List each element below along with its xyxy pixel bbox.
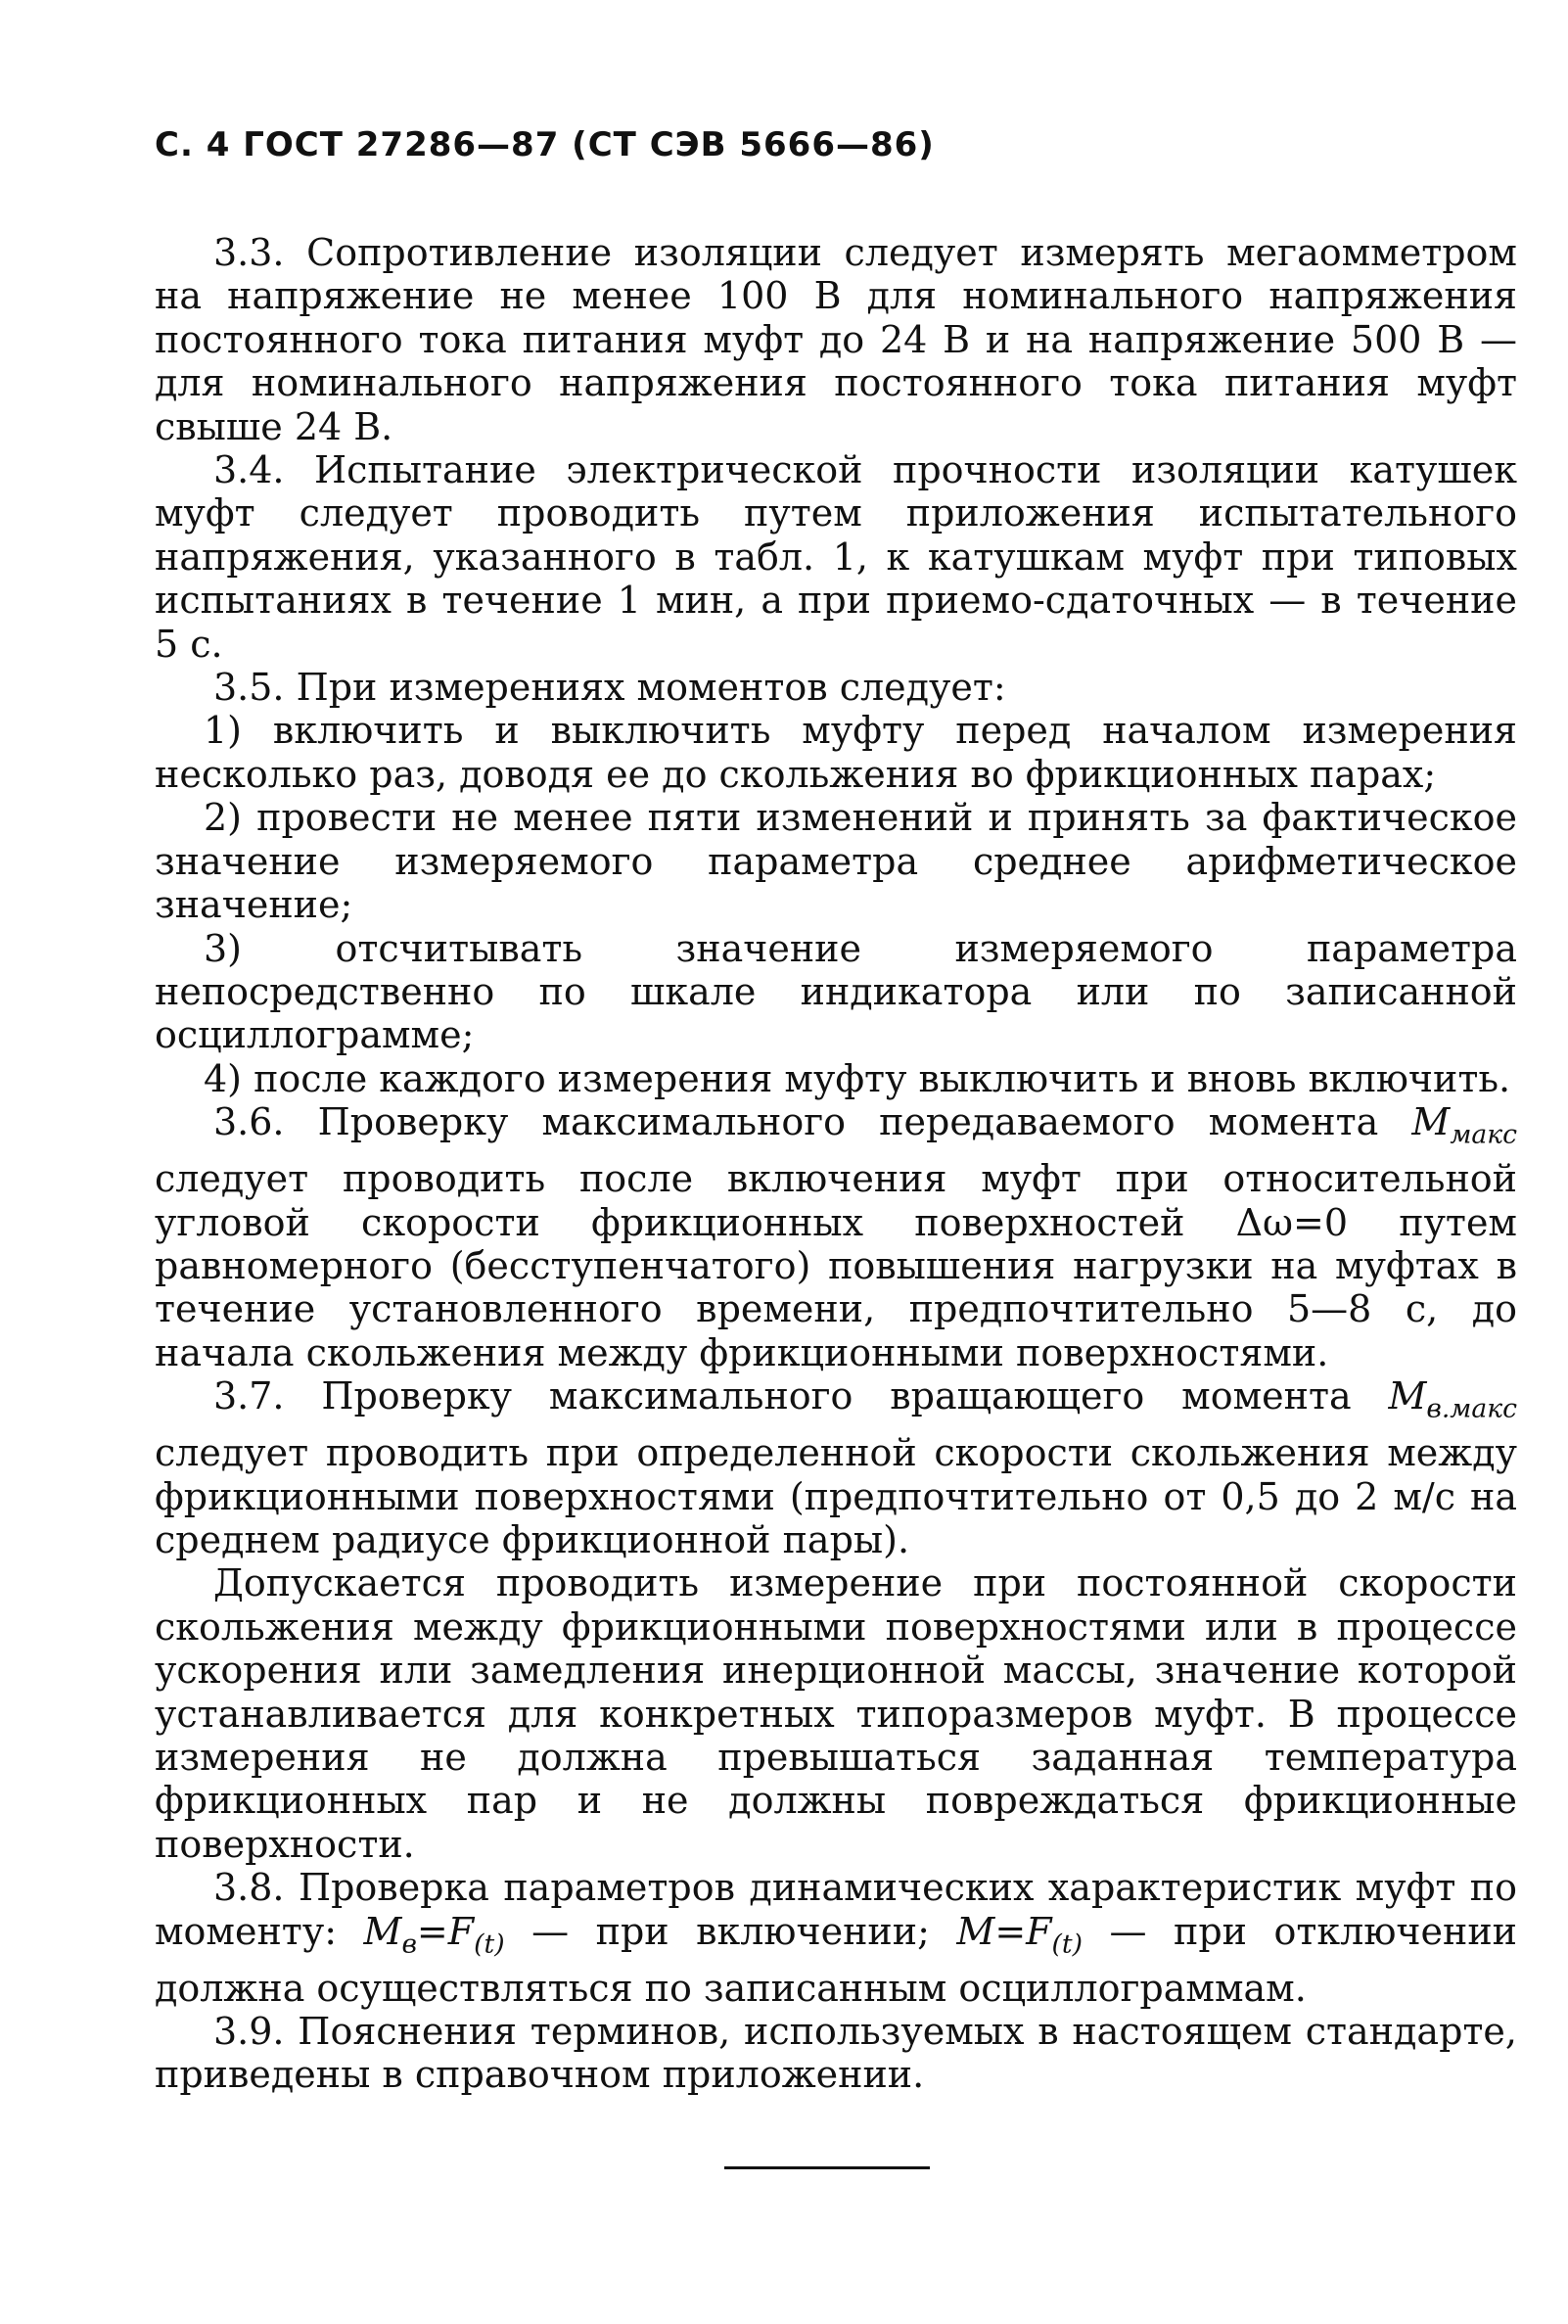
paragraph-3-7 [155, 1374, 1517, 1561]
paragraph-3-4: 3.4. Испытание электрической прочности изоляции катушек муфт следует проводить путем приложения испытательного напряжения, указанного в табл. 1, к катушкам муфт при типовых испытаниях в течение 1 мин, а при приемо-сдаточных — в течение 5 с. [155, 448, 1517, 666]
list-item-3: 3) отсчитывать значение измеряемого параметра непосредственно по шкале индикатора или по записанной осциллограмме; [155, 926, 1517, 1057]
paragraph-3-8-text-a: 3.8. Проверка параметров динамических характеристик муфт по моменту: [155, 1866, 1517, 1953]
paragraph-3-8 [155, 1866, 1517, 2010]
paragraph-3-7-text-b: следует проводить при определенной скорости скольжения между фрикционными поверхностями (предпочтительно от 0,5 до 2 м/с на среднем радиусе фрикционной пары). [155, 1431, 1517, 1561]
list-item-1: 1) включить и выключить муфту перед началом измерения несколько раз, доводя ее до скольжения во фрикционных парах; [155, 709, 1517, 796]
page-header: С. 4 ГОСТ 27286—87 (СТ СЭВ 5666—86) [155, 125, 935, 164]
paragraph-3-7-text-a: 3.7. Проверку максимального вращающего момента [213, 1374, 1389, 1418]
formula-m-rot-max: $M_{в.макс}$ [1388, 1374, 1517, 1424]
paragraph-3-8-text-c: — при отключении должна осуществляться по записанным осциллограммам. [155, 1909, 1517, 2010]
paragraph-3-5: 3.5. При измерениях моментов следует: [213, 666, 1006, 710]
paragraph-3-6-text-b: следует проводить после включения муфт при относительной угловой скорости фрикционных поверхностей Δω=0 путем равномерного (бесступенчатого) повышения нагрузки на муфтах в течение установленного времени, предпочтительно 5—8 с, до начала скольжения между фрикционными поверхностями. [155, 1157, 1517, 1374]
list-item-2: 2) провести не менее пяти изменений и принять за фактическое значение измеряемого параметра среднее арифметическое значение; [155, 796, 1517, 927]
formula-m-ft: $M=F_{(t)}$ [956, 1909, 1083, 1960]
paragraph-3-6 [155, 1100, 1517, 1374]
end-rule-divider [724, 2166, 930, 2169]
document-body [155, 231, 1517, 2097]
paragraph-3-8-text-b: — при включении; [504, 1909, 957, 1953]
paragraph-3-7-continuation: Допускается проводить измерение при постоянной скорости скольжения между фрикционными поверхностями или в процессе ускорения или замедления инерционной массы, значение которой устанавливается для конкретных типоразмеров муфт. В процессе измерения не должна превышаться заданная температура фрикционных пар и не должны повреждаться фрикционные поверхности. [155, 1561, 1517, 1866]
list-item-4: 4) после каждого измерения муфту выключить и вновь включить. [204, 1056, 1511, 1100]
paragraph-3-9: 3.9. Пояснения терминов, используемых в настоящем стандарте, приведены в справочном приложении. [155, 2010, 1517, 2097]
paragraph-3-6-text-a: 3.6. Проверку максимального передаваемого момента [213, 1100, 1412, 1144]
formula-m-max: $M_{макс}$ [1411, 1100, 1517, 1150]
paragraph-3-3: 3.3. Сопротивление изоляции следует измерять мегаомметром на напряжение не менее 100 В для номинального напряжения постоянного тока питания муфт до 24 В и на напряжение 500 В — для номинального напряжения постоянного тока питания муфт свыше 24 В. [155, 231, 1517, 448]
formula-mv-ft: $M_в=F_{(t)}$ [363, 1909, 505, 1960]
